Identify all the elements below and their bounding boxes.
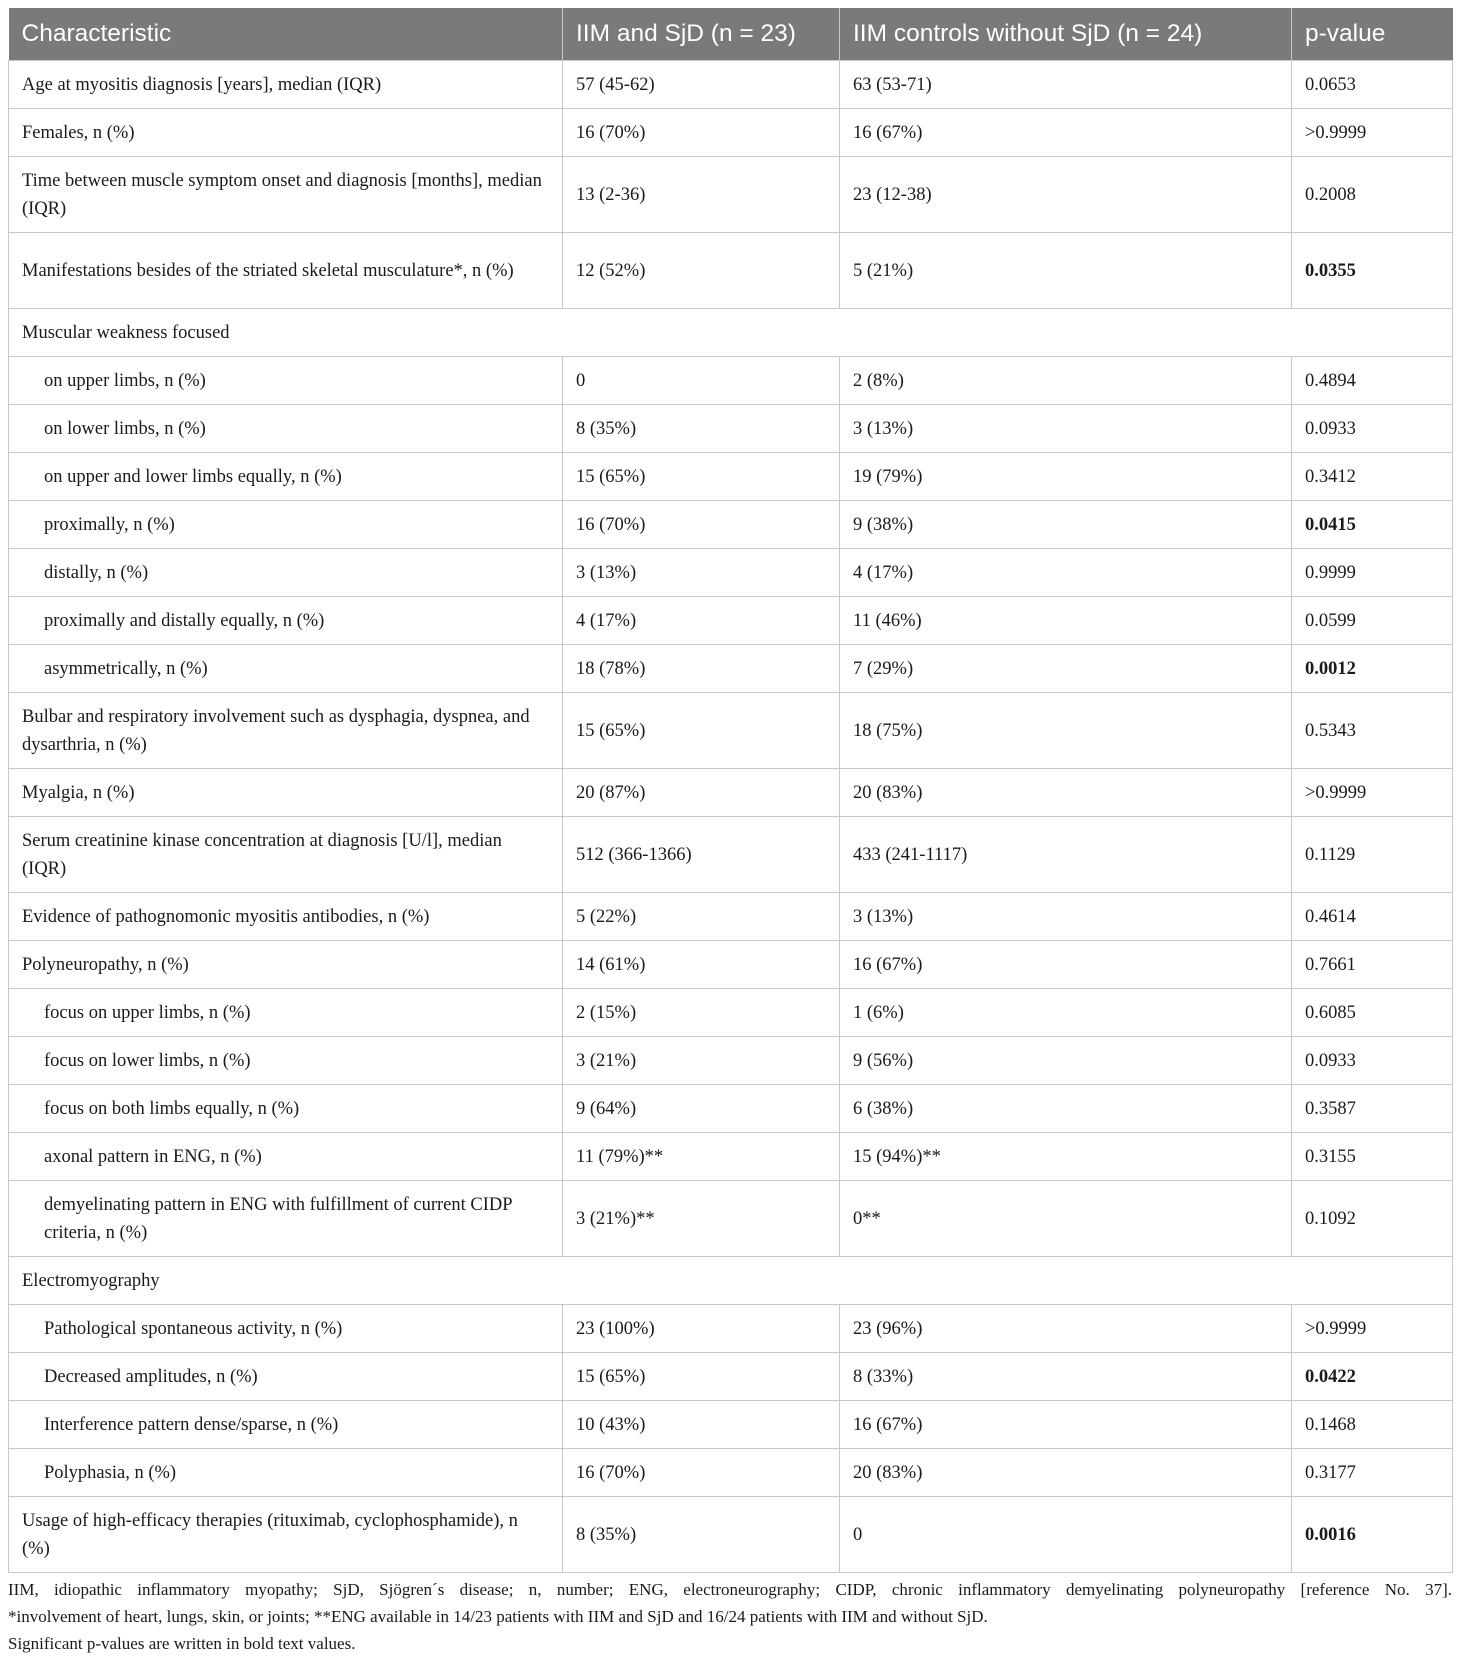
header-p-value: p-value [1292, 8, 1453, 61]
table-row [9, 1353, 1453, 1401]
cell-iim-sjd: 16 (70%) [563, 501, 840, 549]
table-row [9, 769, 1453, 817]
table-row [9, 233, 1453, 309]
cell-controls: 16 (67%) [840, 1401, 1292, 1449]
cell-p-value-significant: 0.0355 [1292, 233, 1453, 309]
table-row [9, 549, 1453, 597]
cell-characteristic: Manifestations besides of the striated skeletal musculature*, n (%) [9, 233, 563, 309]
cell-characteristic: on lower limbs, n (%) [9, 405, 563, 453]
cell-characteristic: focus on lower limbs, n (%) [9, 1037, 563, 1085]
cell-characteristic: focus on both limbs equally, n (%) [9, 1085, 563, 1133]
cell-iim-sjd: 23 (100%) [563, 1305, 840, 1353]
footnote-abbreviations: IIM, idiopathic inflammatory myopathy; SjD, Sjögren´s disease; n, number; ENG, electroneurography; CIDP, chronic inflammatory demyelinating polyneuropathy [reference No. 37]. [8, 1580, 1452, 1599]
cell-characteristic: Evidence of pathognomonic myositis antibodies, n (%) [9, 893, 563, 941]
results-table-container [8, 8, 1452, 1573]
cell-iim-sjd: 8 (35%) [563, 405, 840, 453]
table-row [9, 1133, 1453, 1181]
cell-iim-sjd: 3 (21%)** [563, 1181, 840, 1257]
table-row [9, 1037, 1453, 1085]
cell-p-value: 0.6085 [1292, 989, 1453, 1037]
cell-p-value: 0.3587 [1292, 1085, 1453, 1133]
table-row [9, 405, 1453, 453]
cell-characteristic: on upper limbs, n (%) [9, 357, 563, 405]
footnote-asterisks: *involvement of heart, lungs, skin, or joints; **ENG available in 14/23 patients with IIM and SjD and 16/24 patients with IIM and without SjD. [8, 1607, 988, 1626]
cell-controls: 23 (12-38) [840, 157, 1292, 233]
cell-p-value-significant: 0.0012 [1292, 645, 1453, 693]
cell-controls: 63 (53-71) [840, 61, 1292, 109]
cell-controls: 7 (29%) [840, 645, 1292, 693]
cell-iim-sjd: 14 (61%) [563, 941, 840, 989]
footnote-significance: Significant p-values are written in bold text values. [8, 1634, 356, 1653]
cell-iim-sjd: 3 (21%) [563, 1037, 840, 1085]
cell-p-value: 0.0599 [1292, 597, 1453, 645]
cell-controls: 19 (79%) [840, 453, 1292, 501]
cell-characteristic: Myalgia, n (%) [9, 769, 563, 817]
cell-iim-sjd: 9 (64%) [563, 1085, 840, 1133]
cell-characteristic: proximally, n (%) [9, 501, 563, 549]
table-footnotes [8, 1576, 1452, 1657]
cell-controls: 433 (241-1117) [840, 817, 1292, 893]
table-row [9, 1181, 1453, 1257]
cell-characteristic: Decreased amplitudes, n (%) [9, 1353, 563, 1401]
table-header [9, 8, 1453, 61]
cell-p-value: 0.0933 [1292, 405, 1453, 453]
cell-iim-sjd: 16 (70%) [563, 109, 840, 157]
cell-controls: 18 (75%) [840, 693, 1292, 769]
cell-characteristic: Serum creatinine kinase concentration at diagnosis [U/l], median (IQR) [9, 817, 563, 893]
cell-iim-sjd: 12 (52%) [563, 233, 840, 309]
cell-characteristic: axonal pattern in ENG, n (%) [9, 1133, 563, 1181]
cell-iim-sjd: 0 [563, 357, 840, 405]
cell-characteristic: Polyphasia, n (%) [9, 1449, 563, 1497]
table-row [9, 61, 1453, 109]
results-table [8, 8, 1453, 1573]
cell-controls: 6 (38%) [840, 1085, 1292, 1133]
section-row [9, 309, 1453, 357]
cell-characteristic: distally, n (%) [9, 549, 563, 597]
cell-p-value: 0.3177 [1292, 1449, 1453, 1497]
cell-iim-sjd: 15 (65%) [563, 1353, 840, 1401]
cell-p-value: 0.1129 [1292, 817, 1453, 893]
section-label: Muscular weakness focused [9, 309, 1453, 357]
cell-iim-sjd: 18 (78%) [563, 645, 840, 693]
table-row [9, 893, 1453, 941]
cell-characteristic: asymmetrically, n (%) [9, 645, 563, 693]
table-row [9, 1449, 1453, 1497]
cell-p-value: >0.9999 [1292, 1305, 1453, 1353]
cell-p-value: 0.3155 [1292, 1133, 1453, 1181]
table-row [9, 157, 1453, 233]
table-row [9, 357, 1453, 405]
cell-characteristic: focus on upper limbs, n (%) [9, 989, 563, 1037]
cell-controls: 3 (13%) [840, 405, 1292, 453]
table-row [9, 501, 1453, 549]
table-row [9, 1401, 1453, 1449]
cell-p-value: >0.9999 [1292, 769, 1453, 817]
cell-controls: 1 (6%) [840, 989, 1292, 1037]
cell-p-value: >0.9999 [1292, 109, 1453, 157]
cell-p-value-significant: 0.0016 [1292, 1497, 1453, 1573]
section-row [9, 1257, 1453, 1305]
header-iim-sjd: IIM and SjD (n = 23) [563, 8, 840, 61]
cell-iim-sjd: 20 (87%) [563, 769, 840, 817]
cell-controls: 16 (67%) [840, 941, 1292, 989]
cell-controls: 20 (83%) [840, 769, 1292, 817]
table-body [9, 61, 1453, 1573]
cell-characteristic: Time between muscle symptom onset and diagnosis [months], median (IQR) [9, 157, 563, 233]
cell-controls: 15 (94%)** [840, 1133, 1292, 1181]
cell-p-value-significant: 0.0422 [1292, 1353, 1453, 1401]
cell-controls: 0 [840, 1497, 1292, 1573]
cell-controls: 8 (33%) [840, 1353, 1292, 1401]
cell-iim-sjd: 16 (70%) [563, 1449, 840, 1497]
cell-p-value-significant: 0.0415 [1292, 501, 1453, 549]
cell-characteristic: demyelinating pattern in ENG with fulfillment of current CIDP criteria, n (%) [9, 1181, 563, 1257]
cell-controls: 0** [840, 1181, 1292, 1257]
table-row [9, 1497, 1453, 1573]
cell-characteristic: on upper and lower limbs equally, n (%) [9, 453, 563, 501]
cell-characteristic: proximally and distally equally, n (%) [9, 597, 563, 645]
cell-iim-sjd: 15 (65%) [563, 453, 840, 501]
header-iim-controls: IIM controls without SjD (n = 24) [840, 8, 1292, 61]
cell-iim-sjd: 3 (13%) [563, 549, 840, 597]
table-row [9, 597, 1453, 645]
section-label: Electromyography [9, 1257, 1453, 1305]
table-row [9, 989, 1453, 1037]
cell-controls: 20 (83%) [840, 1449, 1292, 1497]
table-row [9, 693, 1453, 769]
table-row [9, 453, 1453, 501]
cell-controls: 9 (38%) [840, 501, 1292, 549]
cell-controls: 3 (13%) [840, 893, 1292, 941]
cell-characteristic: Usage of high-efficacy therapies (rituximab, cyclophosphamide), n (%) [9, 1497, 563, 1573]
cell-characteristic: Females, n (%) [9, 109, 563, 157]
table-row [9, 645, 1453, 693]
cell-p-value: 0.4614 [1292, 893, 1453, 941]
cell-characteristic: Age at myositis diagnosis [years], median (IQR) [9, 61, 563, 109]
cell-controls: 16 (67%) [840, 109, 1292, 157]
cell-iim-sjd: 10 (43%) [563, 1401, 840, 1449]
cell-iim-sjd: 15 (65%) [563, 693, 840, 769]
table-row [9, 1085, 1453, 1133]
cell-characteristic: Interference pattern dense/sparse, n (%) [9, 1401, 563, 1449]
cell-iim-sjd: 13 (2-36) [563, 157, 840, 233]
cell-characteristic: Pathological spontaneous activity, n (%) [9, 1305, 563, 1353]
table-row [9, 941, 1453, 989]
cell-iim-sjd: 4 (17%) [563, 597, 840, 645]
cell-characteristic: Bulbar and respiratory involvement such as dysphagia, dyspnea, and dysarthria, n (%) [9, 693, 563, 769]
cell-iim-sjd: 512 (366-1366) [563, 817, 840, 893]
cell-controls: 4 (17%) [840, 549, 1292, 597]
cell-p-value: 0.1092 [1292, 1181, 1453, 1257]
cell-p-value: 0.0653 [1292, 61, 1453, 109]
cell-iim-sjd: 2 (15%) [563, 989, 840, 1037]
header-characteristic: Characteristic [9, 8, 563, 61]
cell-iim-sjd: 5 (22%) [563, 893, 840, 941]
cell-p-value: 0.4894 [1292, 357, 1453, 405]
table-row [9, 109, 1453, 157]
cell-controls: 23 (96%) [840, 1305, 1292, 1353]
cell-controls: 2 (8%) [840, 357, 1292, 405]
cell-p-value: 0.0933 [1292, 1037, 1453, 1085]
cell-p-value: 0.7661 [1292, 941, 1453, 989]
table-row [9, 817, 1453, 893]
cell-iim-sjd: 57 (45-62) [563, 61, 840, 109]
cell-controls: 11 (46%) [840, 597, 1292, 645]
cell-characteristic: Polyneuropathy, n (%) [9, 941, 563, 989]
cell-controls: 5 (21%) [840, 233, 1292, 309]
cell-p-value: 0.5343 [1292, 693, 1453, 769]
cell-p-value: 0.2008 [1292, 157, 1453, 233]
cell-iim-sjd: 8 (35%) [563, 1497, 840, 1573]
cell-p-value: 0.1468 [1292, 1401, 1453, 1449]
cell-controls: 9 (56%) [840, 1037, 1292, 1085]
cell-p-value: 0.9999 [1292, 549, 1453, 597]
cell-iim-sjd: 11 (79%)** [563, 1133, 840, 1181]
table-row [9, 1305, 1453, 1353]
header-row [9, 8, 1453, 61]
cell-p-value: 0.3412 [1292, 453, 1453, 501]
